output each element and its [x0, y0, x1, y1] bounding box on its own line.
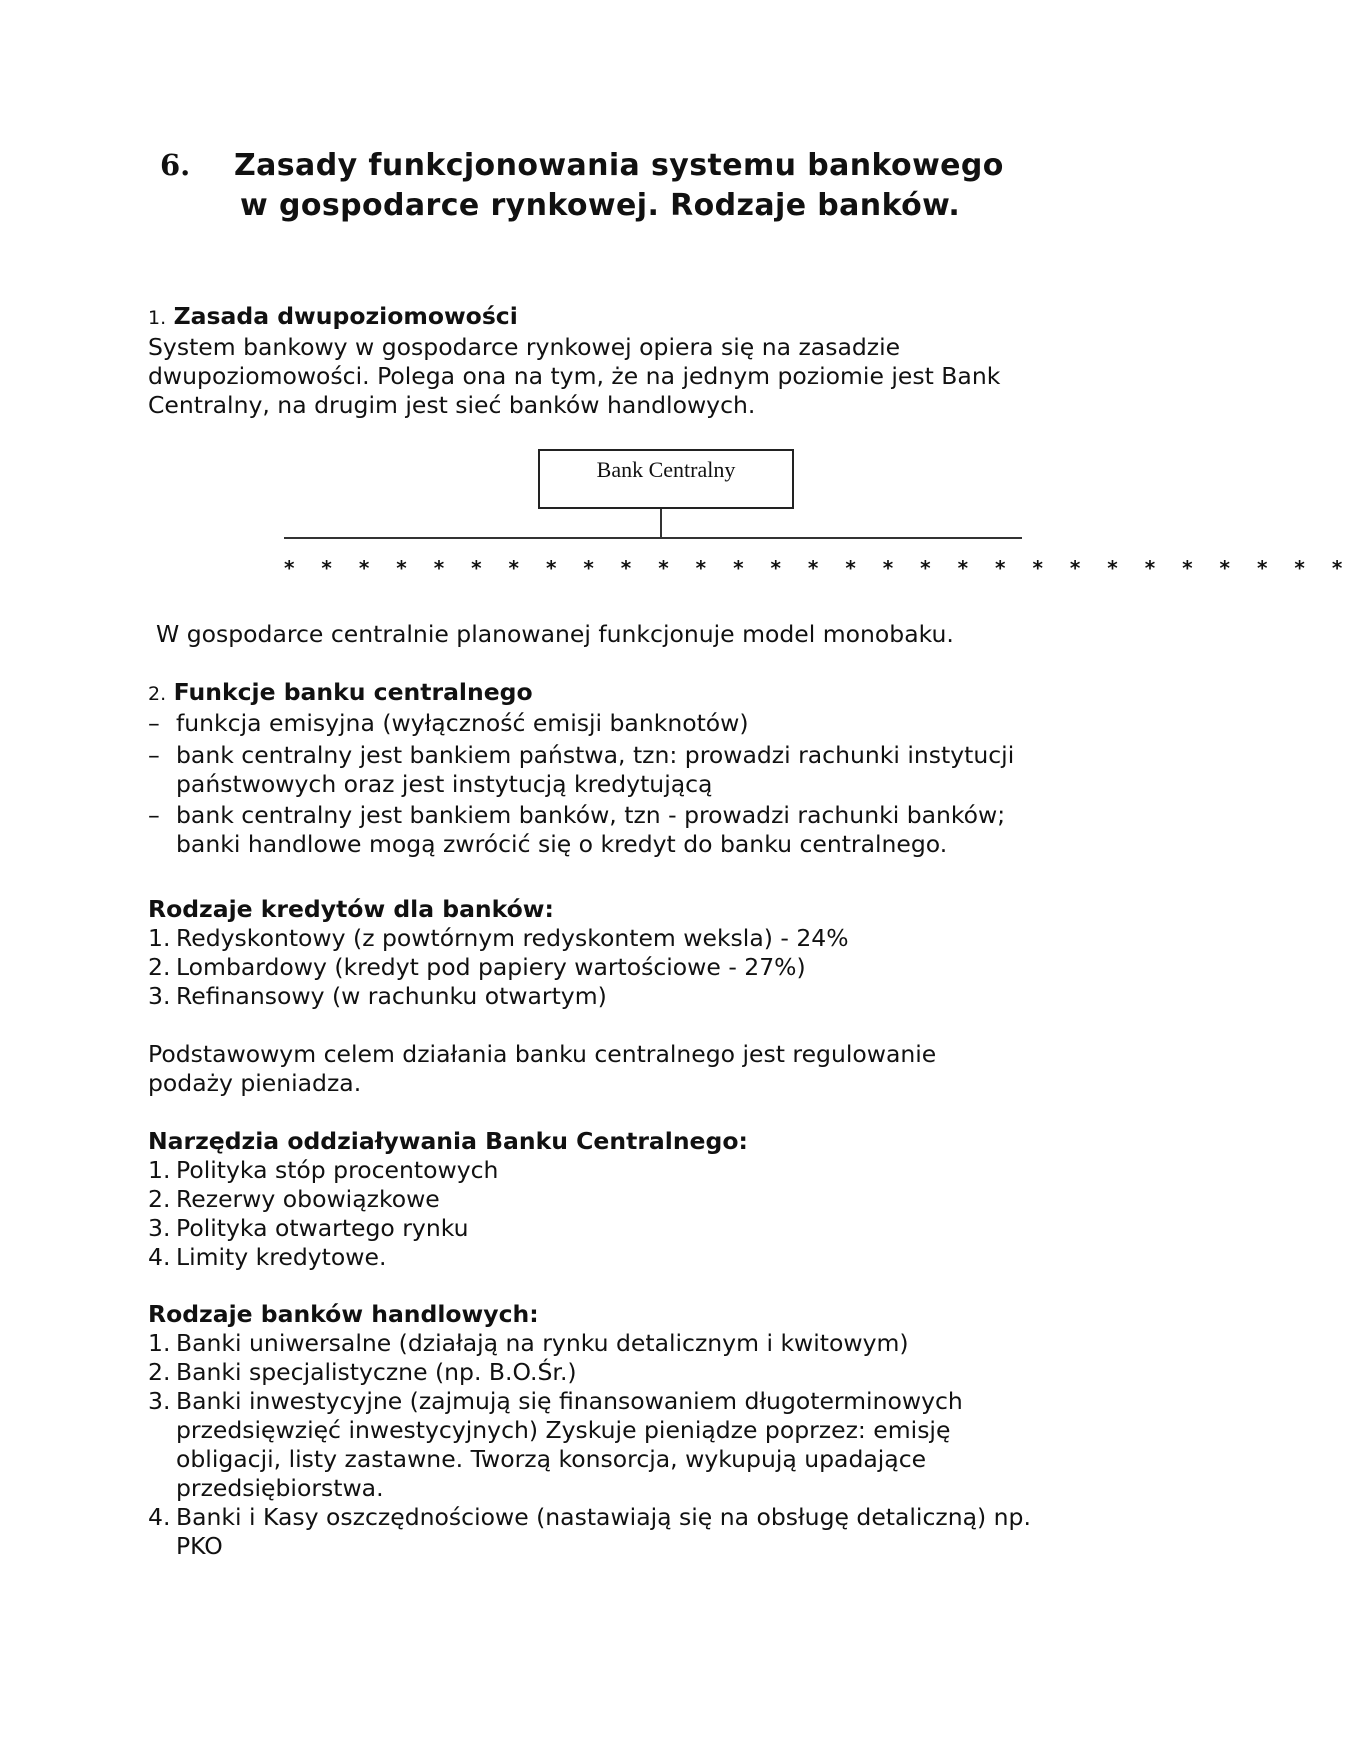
list-item-line: Banki i Kasy oszczędnościowe (nastawiają się na obsługę detaliczną) np. — [176, 1503, 1031, 1531]
list-item: 3. Banki inwestycyjne (zajmują się finansowaniem długoterminowych przedsięwzięć inwestycyjnych) Zyskuje pieniądze poprzez: emisję obligacji, listy zastawne. Tworzą konsorcja, wykupują upadające przedsiębiorstwa. — [148, 1387, 1108, 1503]
title-number: 6. — [160, 148, 191, 182]
section-commercial-bank-types — [148, 1300, 1108, 1561]
bank-centralny-box: Bank Centralny — [538, 449, 794, 509]
paragraph-line: dwupoziomowości. Polega ona na tym, że na jednym poziomie jest Bank — [148, 362, 1001, 390]
list-item-line: przedsiębiorstwa. — [176, 1474, 384, 1502]
list-item-line: – bank centralny jest bankiem państwa, tzn: prowadzi rachunki instytucji — [176, 741, 1015, 769]
list-item: 1. Banki uniwersalne (działają na rynku detalicznym i kwitowym) — [148, 1329, 1108, 1358]
section-credit-types — [148, 895, 1108, 1011]
title-line-2: w gospodarce rynkowej. Rodzaje banków. — [240, 188, 961, 223]
commercial-banks-list — [148, 1329, 1108, 1561]
list-item-line: państwowych oraz jest instytucją kredytującą — [176, 770, 713, 798]
section-central-bank-functions — [148, 678, 1108, 859]
list-item-line: obligacji, listy zastawne. Tworzą konsorcja, wykupują upadające — [176, 1445, 927, 1473]
section-number: 2. — [148, 683, 167, 705]
credit-types-list — [148, 924, 1108, 1011]
level-divider-line — [284, 537, 1022, 539]
two-level-diagram — [0, 0, 1352, 600]
list-item-line: banki handlowe mogą zwrócić się o kredyt do banku centralnego. — [176, 830, 948, 858]
section-number: 1. — [148, 307, 167, 329]
list-item-line: PKO — [176, 1532, 223, 1560]
list-item — [148, 741, 1108, 799]
paragraph-line: Centralny, na drugim jest sieć banków handlowych. — [148, 391, 756, 419]
list-item-line: – bank centralny jest bankiem banków, tzn - prowadzi rachunki banków; — [176, 801, 1006, 829]
list-item-line: przedsięwzięć inwestycyjnych) Zyskuje pieniądze poprzez: emisję — [176, 1416, 951, 1444]
list-item: 3. Refinansowy (w rachunku otwartym) — [148, 982, 607, 1010]
title-line-1: Zasady funkcjonowania systemu bankowego — [234, 148, 1004, 183]
list-item: 4. Limity kredytowe. — [148, 1243, 387, 1271]
list-item-line: Banki inwestycyjne (zajmują się finansowaniem długoterminowych — [176, 1387, 963, 1415]
tools-list — [148, 1156, 1108, 1272]
paragraph-line: podaży pieniadza. — [148, 1069, 362, 1097]
list-item: 1. Polityka stóp procentowych — [148, 1156, 499, 1184]
section-heading-text: Zasada dwupoziomowości — [173, 302, 518, 330]
connector-line — [660, 509, 662, 537]
functions-list — [148, 709, 1108, 859]
section-central-bank-tools — [148, 1127, 1108, 1272]
central-bank-goal-paragraph — [148, 1040, 1108, 1098]
section-heading: Narzędzia oddziaływania Banku Centralnego: — [148, 1127, 748, 1155]
list-item-line: Banki specjalistyczne (np. B.O.Śr.) — [176, 1358, 577, 1386]
list-item: 3. Polityka otwartego rynku — [148, 1214, 469, 1242]
section-heading — [148, 678, 1108, 709]
list-item — [148, 801, 1108, 859]
list-item: 2. Lombardowy (kredyt pod papiery wartościowe - 27%) — [148, 953, 806, 981]
list-item-line: – funkcja emisyjna (wyłączność emisji banknotów) — [176, 709, 749, 737]
list-item: 2. Banki specjalistyczne (np. B.O.Śr.) — [148, 1358, 1108, 1387]
list-item-line: Banki uniwersalne (działają na rynku detalicznym i kwitowym) — [176, 1329, 909, 1357]
paragraph-line: Podstawowym celem działania banku centralnego jest regulowanie — [148, 1040, 937, 1068]
list-item: 2. Rezerwy obowiązkowe — [148, 1185, 440, 1213]
list-item: 4. Banki i Kasy oszczędnościowe (nastawiają się na obsługę detaliczną) np. PKO — [148, 1503, 1108, 1561]
section-heading-text: Funkcje banku centralnego — [173, 678, 533, 706]
section-heading: Rodzaje banków handlowych: — [148, 1300, 539, 1328]
list-item — [148, 709, 1108, 738]
list-item: 1. Redyskontowy (z powtórnym redyskontem weksla) - 24% — [148, 924, 849, 952]
commercial-banks-stars: * * * * * * * * * * * * * * * * * * * * * * * * * * * * * — [284, 556, 1352, 580]
section-heading: Rodzaje kredytów dla banków: — [148, 895, 554, 923]
paragraph-line: System bankowy w gospodarce rynkowej opiera się na zasadzie — [148, 333, 901, 361]
monobank-note: W gospodarce centralnie planowanej funkcjonuje model monobaku. — [156, 620, 954, 648]
